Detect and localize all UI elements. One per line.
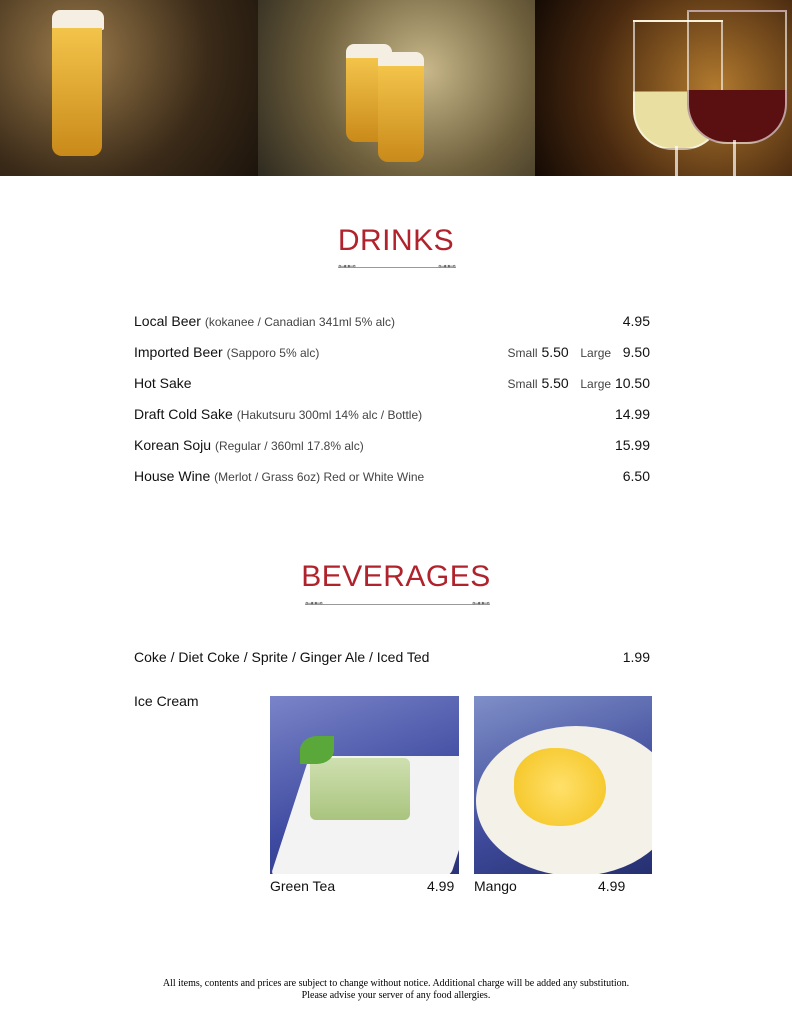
item-price: 4.95	[622, 313, 650, 329]
mango-ice-cream-photo	[474, 696, 652, 874]
item-name: Imported Beer	[134, 344, 223, 360]
item-desc: (Sapporo 5% alc)	[226, 346, 320, 360]
green-tea-ice-cream-photo	[270, 696, 459, 874]
flavor-price: 4.99	[427, 878, 455, 894]
large-label: Large	[580, 377, 612, 391]
menu-item-hot-sake	[134, 375, 650, 397]
drinks-heading: DRINKS	[337, 224, 455, 257]
beer-toast-photo	[258, 0, 535, 176]
small-price: 5.50	[541, 344, 569, 360]
menu-item-soft-drinks	[134, 649, 650, 671]
item-desc: (Regular / 360ml 17.8% alc)	[214, 439, 364, 453]
footer-notice	[0, 978, 792, 1002]
menu-item-korean-soju	[134, 437, 650, 459]
item-price: 6.50	[622, 468, 650, 484]
item-name: House Wine	[134, 468, 211, 484]
beverages-divider: ⊶⊷ ⊶⊷	[305, 598, 490, 608]
wine-glasses-photo	[535, 0, 792, 176]
item-name: Hot Sake	[134, 375, 192, 391]
header-banner	[0, 0, 792, 176]
large-label: Large	[580, 346, 612, 360]
item-name: Korean Soju	[134, 437, 212, 453]
footer-line-2: Please advise your server of any food allergies.	[301, 990, 491, 1001]
beverages-heading: BEVERAGES	[301, 560, 491, 593]
small-price: 5.50	[541, 375, 569, 391]
menu-item-draft-cold-sake	[134, 406, 650, 428]
flavor-name: Green Tea	[270, 878, 336, 894]
drinks-divider: ⊶⊷ ⊶⊷	[338, 261, 456, 271]
small-label: Small	[507, 346, 538, 360]
beer-glass-photo	[0, 0, 258, 176]
large-price: 10.50	[614, 375, 650, 391]
item-name: Local Beer	[134, 313, 201, 329]
flavor-name: Mango	[474, 878, 517, 894]
item-desc: (Hakutsuru 300ml 14% alc / Bottle)	[236, 408, 423, 422]
item-name: Draft Cold Sake	[134, 406, 233, 422]
menu-item-imported-beer	[134, 344, 650, 366]
item-desc: (Merlot / Grass 6oz) Red or White Wine	[214, 470, 425, 484]
item-price: 1.99	[622, 649, 650, 665]
item-price: 15.99	[614, 437, 650, 453]
menu-item-house-wine	[134, 468, 650, 490]
large-price: 9.50	[622, 344, 650, 360]
menu-item-local-beer	[134, 313, 650, 335]
footer-line-1: All items, contents and prices are subject to change without notice. Additional charge will be added any substitution.	[162, 978, 630, 989]
item-name: Ice Cream	[134, 693, 199, 709]
item-desc: (kokanee / Canadian 341ml 5% alc)	[204, 315, 395, 329]
flavor-price: 4.99	[598, 878, 626, 894]
item-name: Coke / Diet Coke / Sprite / Ginger Ale / Iced Ted	[134, 649, 430, 665]
small-label: Small	[507, 377, 538, 391]
item-price: 14.99	[614, 406, 650, 422]
